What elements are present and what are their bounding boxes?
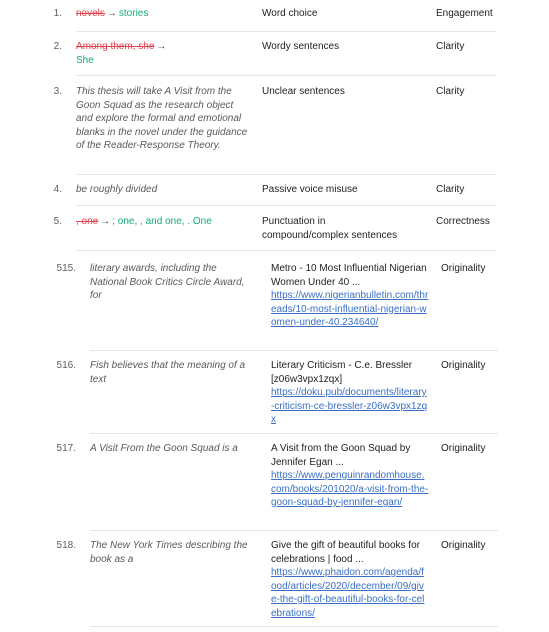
row-number: 516. [56, 360, 76, 371]
source-info [271, 442, 429, 510]
source-link[interactable]: https://doku.pub/documents/literary-criticism-ce-bressler-z06w3vpx1zqx [271, 387, 428, 425]
row-number: 5. [53, 216, 62, 227]
row-number: 3. [53, 86, 62, 97]
row-number: 2. [53, 41, 62, 52]
source-title: A Visit from the Goon Squad by Jennifer Egan ... [271, 443, 411, 468]
source-link[interactable]: https://www.phaidon.com/agenda/food/articles/2020/december/09/give-the-gift-of-beautiful-books-for-celebrations/ [271, 567, 425, 619]
issue-type: Punctuation in compound/complex sentences [262, 216, 398, 241]
source-title: Literary Criticism - C.e. Bressler [z06w3vpx1zqx] [271, 360, 413, 385]
arrow-right-icon: → [106, 8, 117, 19]
row-number: 518. [56, 540, 76, 551]
flagged-sentence: be roughly divided [76, 184, 158, 195]
row-number: 517. [56, 443, 76, 454]
category-label: Clarity [436, 184, 465, 195]
issue-type: Word choice [262, 8, 318, 19]
arrow-right-icon: → [156, 41, 167, 52]
row-number: 1. [53, 8, 62, 19]
divider [90, 530, 498, 531]
divider [76, 250, 496, 251]
category-label: Originality [441, 540, 486, 551]
matched-text: Fish believes that the meaning of a text [90, 360, 246, 385]
category-label: Originality [441, 263, 486, 274]
deleted-text: Among them, she [76, 41, 155, 52]
source-link[interactable]: https://www.nigerianbulletin.com/threads/10-most-influential-nigerian-women-under-40.234640/ [271, 290, 429, 328]
deleted-text: , one [76, 216, 99, 227]
row-number: 515. [56, 263, 76, 274]
matched-text: The New York Times describing the book as a [90, 540, 248, 565]
suggestion-text [76, 7, 246, 21]
divider [90, 350, 498, 351]
arrow-right-icon: → [100, 216, 111, 227]
divider [90, 433, 498, 434]
matched-text: literary awards, including the National Book Critics Circle Award, for [90, 263, 245, 301]
row-number: 4. [53, 184, 62, 195]
inserted-text: She [76, 54, 94, 66]
category-label: Engagement [436, 8, 493, 19]
deleted-text: novels [76, 8, 105, 19]
category-label: Clarity [436, 41, 465, 52]
suggestion-text [76, 215, 256, 229]
flagged-sentence: This thesis will take A Visit from the Goon Squad as the research object and explore the formal and emotional blanks in the novel under the guidance of the Reader-Response Theory. [76, 86, 248, 151]
category-label: Correctness [436, 216, 490, 227]
source-link[interactable]: https://www.penguinrandomhouse.com/books/201020/a-visit-from-the-goon-squad-by-jennifer-egan/ [271, 470, 429, 508]
divider [76, 75, 496, 76]
inserted-text: stories [118, 8, 149, 19]
source-title: Give the gift of beautiful books for celebrations | food ... [271, 540, 420, 565]
source-title: Metro - 10 Most Influential Nigerian Women Under 40 ... [271, 263, 427, 288]
matched-text: A Visit From the Goon Squad is a [90, 443, 238, 454]
issue-type: Wordy sentences [262, 41, 340, 52]
issue-type: Unclear sentences [262, 86, 345, 97]
divider [76, 174, 496, 175]
inserted-text: ; one, , and one, . One [112, 216, 212, 227]
issue-type: Passive voice misuse [262, 184, 358, 195]
divider [90, 626, 498, 627]
divider [76, 31, 496, 32]
suggestion-text [76, 40, 196, 67]
divider [76, 205, 496, 206]
category-label: Originality [441, 443, 486, 454]
category-label: Originality [441, 360, 486, 371]
source-info [271, 359, 429, 427]
source-info [271, 262, 429, 330]
category-label: Clarity [436, 86, 465, 97]
source-info [271, 539, 429, 620]
